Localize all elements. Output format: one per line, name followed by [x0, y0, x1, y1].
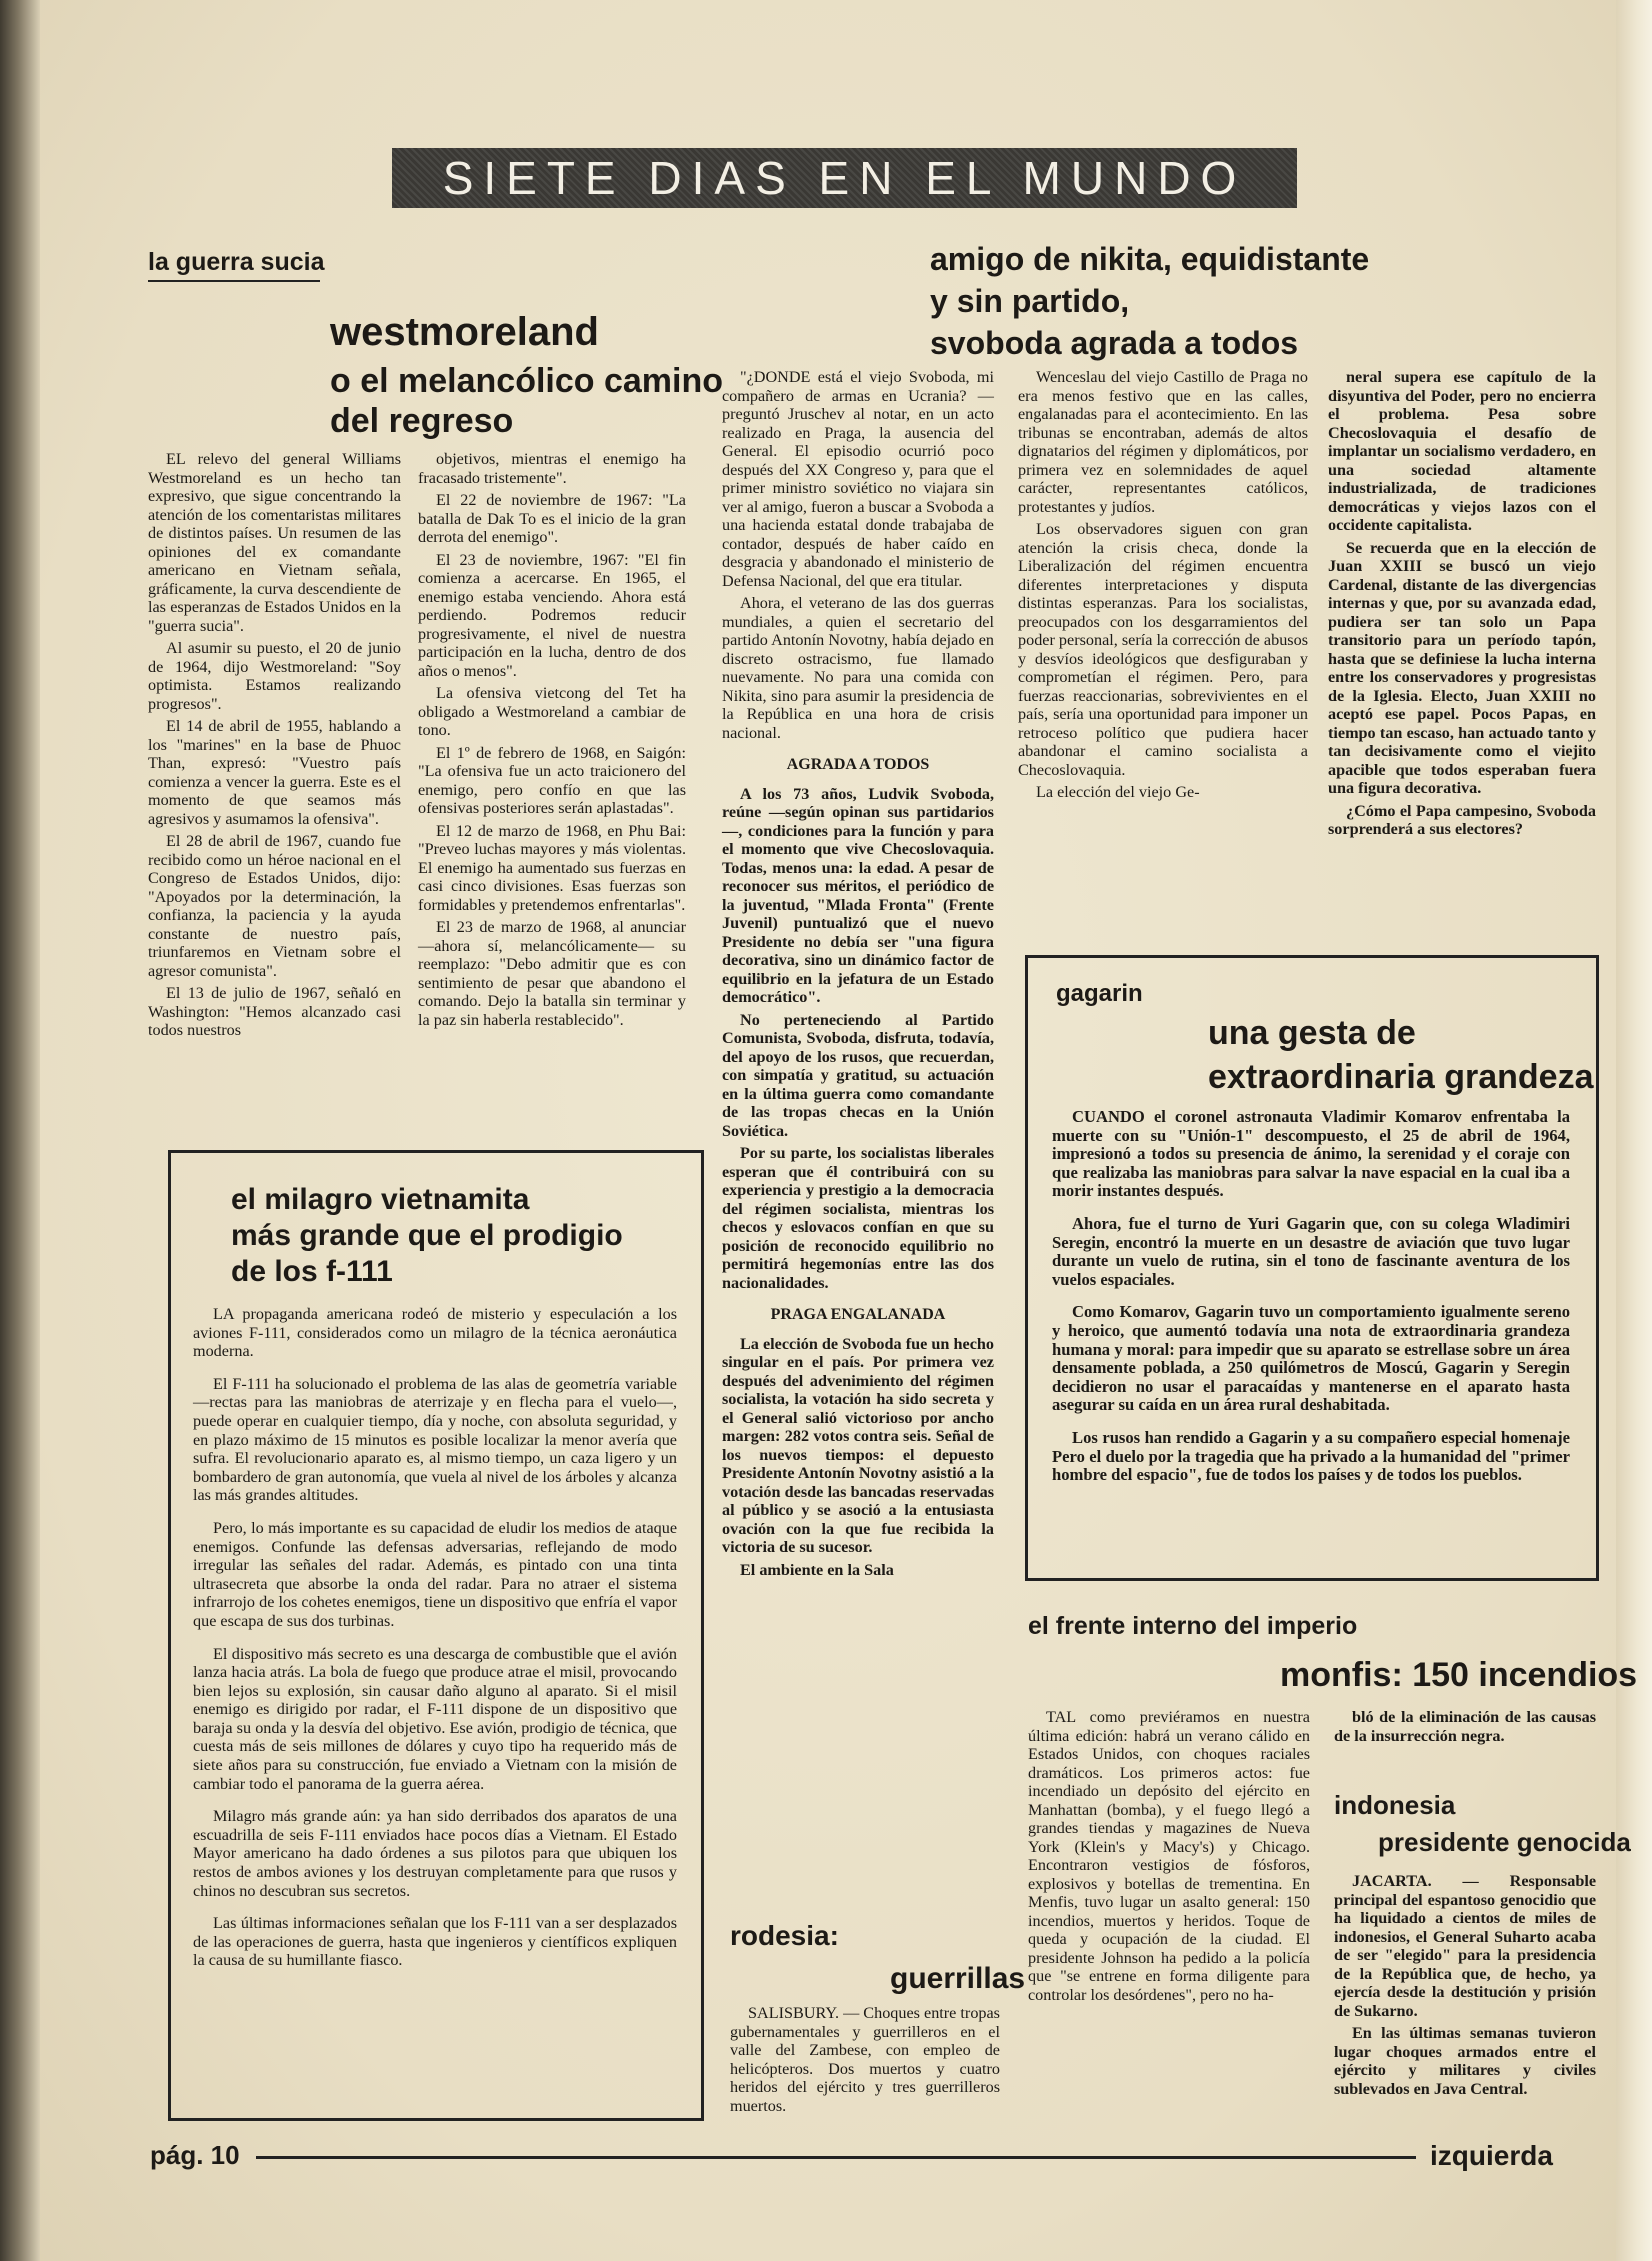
svoboda-paragraph: La elección del viejo Ge-	[1036, 783, 1200, 801]
war-title-line2: o el melancólico camino	[330, 362, 724, 400]
page-number: pág. 10	[150, 2140, 240, 2170]
svoboda-paragraph: ¿Cómo el Papa campesino, Svoboda sorprenderá a sus electores?	[1328, 801, 1596, 838]
f111-title-line3: de los f-111	[231, 1255, 393, 1288]
war-column-1	[148, 450, 401, 1044]
rodesia-title: guerrillas	[890, 1962, 1026, 1995]
f111-body	[193, 1305, 677, 1984]
page-binding-edge	[0, 0, 40, 2261]
war-title-line1: westmoreland	[330, 310, 599, 354]
svoboda-title-line3: svoboda agrada a todos	[930, 325, 1299, 361]
svoboda-subhead-2: PRAGA ENGALANADA	[770, 1306, 946, 1323]
svoboda-title-line2: y sin partido,	[930, 283, 1130, 319]
f111-paragraph: Las últimas informaciones señalan que los F-111 van a ser desplazados de las operaciones de guerra, hasta que ingenieros y científicos expliquen la causa de su humillante fiasco.	[193, 1914, 677, 1970]
gagarin-paragraph: CUANDO el coronel astronauta Vladimir Komarov enfrentaba la muerte con su "Unión-1" descompuesto, el 25 de abril de 1964, impresionó a todos su presencia de ánimo, la serenidad y el coraje con que realizaba las maniobras para salvar la nave espacial en la cual iba a morir instantes después.	[1052, 1107, 1570, 1201]
svoboda-paragraph: "¿DONDE está el viejo Svoboda, mi compañero de armas en Ucrania? —preguntó Jruschev al notar, en un acto realizado en Praga, la ausencia del General. El episodio ocurrió poco después del XX Congreso y, para que el primer ministro soviético no viajara sin ver al amigo, fueron a buscar a Svoboda a una hacienda estatal donde trabajaba de contador, después de haber caído en desgracia y abandonado el ministerio de Defensa Nacional, del que era titular.	[722, 368, 994, 590]
rodesia-kicker: rodesia:	[730, 1920, 839, 1951]
svoboda-subhead-1: AGRADA A TODOS	[786, 756, 930, 773]
f111-paragraph: El dispositivo más secreto es una descarga de combustible que el avión lanza hacia atrás. La bola de fuego que produce atrae el misil, provocando bien lejos su explosión, sin causar daño alguno al aparato. Si el misil enemigo es dirigido por radar, el F-111 dispone de un dispositivo que baraja su onda y la desvía del objetivo. Ese avión, prodigio de técnica, que cuesta más de seis millones de dólares y cuyo tipo ha requerido más de siete años para su construcción, fue enviado a Vietnam con la misión de cambiar todo el panorama de la guerra aérea.	[193, 1644, 677, 1793]
war-paragraph: El 23 de marzo de 1968, al anunciar —ahora sí, melancólicamente— su reemplazo: "Debo admitir que es con sentimiento de pesar que abandono el comando. Dejo la batalla sin terminar y la paz sin haberla restablecido".	[418, 918, 686, 1029]
empire-column-2	[1334, 1708, 1596, 1749]
war-paragraph: El 28 de abril de 1967, cuando fue recibido como un héroe nacional en el Congreso de Estados Unidos, dijo: "Apoyados por la determinación, la confianza, la paciencia y la ayuda constante de nuestro país, triunfaremos en Vietnam sobre el agresor comunista".	[148, 832, 401, 980]
indonesia-paragraph: En las últimas semanas tuvieron lugar choques armados entre el ejército y militares y civiles sublevados en Java Central.	[1334, 2024, 1596, 2098]
gagarin-body	[1052, 1108, 1570, 1499]
war-paragraph: La ofensiva vietcong del Tet ha obligado a Westmoreland a cambiar de tono.	[418, 684, 686, 739]
war-kicker: la guerra sucia	[148, 248, 325, 276]
svoboda-paragraph: Ahora, el veterano de las dos guerras mundiales, a quien el secretario del partido Antonín Novotny, había dejado en discreto ostracismo, fue llamado nuevamente. No para una comida con Nikita, sino para asumir la presidencia de la República en una hora de crisis nacional.	[722, 594, 994, 742]
svoboda-paragraph: La elección de Svoboda fue un hecho singular en el país. Por primera vez después del advenimiento del régimen socialista, la votación ha sido secreta y el General salió victorioso por ancho margen: 282 votos contra seis. Señal de los nuevos tiempos: el depuesto Presidente Antonín Novotny asistió a la votación desde las bancadas reservadas al público y se asoció a la entusiasta ovación con la que fue recibida la victoria de su sucesor.	[722, 1334, 994, 1556]
section-banner: SIETE DIAS EN EL MUNDO	[392, 148, 1297, 208]
svoboda-column-1	[722, 368, 994, 1583]
indonesia-paragraph: JACARTA. — Responsable principal del espantoso genocidio que ha liquidado a cientos de miles de indonesios, el General Suharto acaba de ser "elegido" para la presidencia de la República que, de hecho, ya ejercía desde la destitución y prisión de Sukarno.	[1334, 1872, 1596, 2020]
f111-paragraph: Milagro más grande aún: ya han sido derribados dos aparatos de una escuadrilla de seis F-111 enviados hace pocos días a Vietnam. El Estado Mayor americano ha dado órdenes a sus pilotos para que ubiquen los restos de ambos aviones y los destruyan completamente para que rusos y chinos no descubran sus secretos.	[193, 1807, 677, 1900]
war-kicker-rule	[148, 280, 320, 282]
f111-paragraph: LA propaganda americana rodeó de misterio y especulación a los aviones F-111, considerados como un milagro de la técnica aeronáutica moderna.	[193, 1305, 677, 1361]
gagarin-kicker: gagarin	[1056, 980, 1143, 1007]
gagarin-paragraph: Ahora, fue el turno de Yuri Gagarin que, con su colega Wladimiri Seregin, encontró la muerte en un desastre de aviación que tuvo lugar durante un vuelo de rutina, sin el tono de fascinante aventura de los vuelos espaciales.	[1052, 1213, 1570, 1289]
svoboda-column-3	[1328, 368, 1596, 843]
f111-paragraph: El F-111 ha solucionado el problema de las alas de geometría variable —rectas para las maniobras de aterrizaje y en flecha para el vuelo—, puede operar en cualquier tiempo, día y noche, con absoluta seguridad, y en plazo máximo de 15 minutos es posible localizar la menor avería que sufra. El revolucionario aparato es, al mismo tiempo, un caza ligero y un bombardero de gran autonomía, que vuela al nivel de los árboles y alcanza las más grandes altitudes.	[193, 1374, 677, 1505]
war-paragraph: El 14 de abril de 1955, hablando a los "marines" en la base de Phuoc Than, expresó: "Vuestro país comienza a vencer la guerra. Este es el momento de que seamos más agresivos y asumamos la ofensiva".	[148, 717, 401, 828]
svoboda-column-2	[1018, 368, 1308, 806]
publication-name: izquierda	[1430, 2140, 1553, 2171]
war-title-line3: del regreso	[330, 402, 514, 440]
svoboda-paragraph: El ambiente en la Sala	[740, 1560, 894, 1579]
svoboda-paragraph: No perteneciendo al Partido Comunista, Svoboda, disfruta, todavía, del apoyo de los rusos, que recuerdan, con simpatía y gratitud, su actuación en la última guerra como comandante de las tropas checas en la Unión Soviética.	[722, 1010, 994, 1140]
war-paragraph: El 13 de julio de 1967, señaló en Washington: "Hemos alcanzado casi todos nuestros	[148, 984, 401, 1039]
gagarin-title-line2: extraordinaria grandeza	[1208, 1058, 1594, 1096]
empire-paragraph: bló de la eliminación de las causas de la insurrección negra.	[1334, 1708, 1596, 1745]
gagarin-title-line1: una gesta de	[1208, 1014, 1416, 1052]
gagarin-box	[1025, 955, 1599, 1581]
indonesia-kicker: indonesia	[1334, 1790, 1456, 1820]
svoboda-paragraph: Se recuerda que en la elección de Juan XXIII se buscó un viejo Cardenal, distante de las divergencias internas y que, por su avanzada edad, pudiera ser tan solo un Papa transitorio para un período tapón, hasta que se definiese la lucha interna entre los conservadores y progresistas de la Iglesia. Electo, Juan XXIII no aceptó ese papel. Pocos Papas, en tiempo tan escaso, han actuado tanto y tan decisivamente como el viejito apacible que todos esperaban fuera una figura decorativa.	[1328, 538, 1596, 797]
war-paragraph: El 22 de noviembre de 1967: "La batalla de Dak To es el inicio de la gran derrota del enemigo".	[418, 491, 686, 546]
empire-paragraph: TAL como previéramos en nuestra última edición: habrá un verano cálido en Estados Unidos, con choques raciales dramáticos. Los primeros actos: fue incendiado un depósito del ejército en Manhattan (bomba), y el fuego llegó a grandes tiendas y magazines de Nueva York (Klein's y Macy's) y Chicago. Encontraron vestigios de fósforos, explosivos y botellas de trementina. En Menfis, tuvo lugar un asalto general: 150 incendios, muertos y heridos. Toque de queda y ocupación de la ciudad. El presidente Johnson ha pedido a la policía que "se entrene en forma diligente para controlar los desórdenes", pero no ha-	[1028, 1708, 1310, 2004]
f111-title-line1: el milagro vietnamita	[231, 1183, 530, 1216]
svoboda-paragraph: Por su parte, los socialistas liberales esperan que él contribuirá con su experiencia y prestigio a la democracia del régimen socialista, mientras los checos y eslovacos confían en que su posición de reconocido equilibrio no permitirá hegemonías entre las dos nacionalidades.	[722, 1144, 994, 1292]
indonesia-title: presidente genocida	[1378, 1827, 1631, 1857]
war-paragraph: EL relevo del general Williams Westmoreland es un hecho tan expresivo, que sigue concentrando la atención de los comentaristas militares de distintos países. Un resumen de las opiniones del ex comandante americano en Vietnam señala, gráficamente, la curva descendiente de las esperanzas de Estados Unidos en la "guerra sucia".	[148, 450, 401, 635]
f111-paragraph: Pero, lo más importante es su capacidad de eludir los medios de ataque enemigos. Confunde las defensas adversarias, reflejando de modo irregular las señales del radar. Además, es pintado con una tinta ultrasecreta que absorbe la onda del radar. Para no atraer el sistema infrarrojo de los cohetes enemigos, tiene un dispositivo que enfría el vapor que escapa de sus dos turbinas.	[193, 1518, 677, 1630]
war-paragraph: El 23 de noviembre, 1967: "El fin comienza a acercarse. En 1965, el enemigo estaba venciendo. Ahora está perdiendo. Podremos reducir progresivamente, el nivel de nuestra participación en la lucha, dentro de dos años o menos".	[418, 550, 686, 680]
svoboda-paragraph: Los observadores siguen con gran atención la crisis checa, donde la Liberalización del régimen encuentra diferentes interpretaciones y disputa distintas esperanzas. Para los socialistas, preocupados con los desgarramientos del poder personal, sería la corrección de abusos y desvíos ideológicos que desfiguraban y comprometían el régimen. Pero, para fuerzas reaccionarias, sobrevivientes en el país, sería una oportunidad para imponer un retroceso político que pudiera hacer abandonar el camino socialista a Checoslovaquia.	[1018, 520, 1308, 779]
svoboda-paragraph: neral supera ese capítulo de la disyuntiva del Poder, pero no encierra el problema. Pesa sobre Checoslovaquia el desafío de implantar un socialismo verdadero, en una sociedad altamente industrializada, de tradiciones democráticas y viejos lazos con el occidente capitalista.	[1328, 368, 1596, 534]
war-paragraph: El 12 de marzo de 1968, en Phu Bai: "Preveo luchas mayores y más violentas. El enemigo ha aumentado sus fuerzas en casi cinco divisiones. Esas fuerzas son formidables y pretendemos enfrentarlas".	[418, 821, 686, 914]
svoboda-paragraph: A los 73 años, Ludvik Svoboda, reúne —según opinan sus partidarios—, condiciones para la función y para el momento que vive Checoslovaquia. Todas, menos una: la edad. A pesar de reconocer sus méritos, el periódico de la juventud, "Mlada Fronta" (Frente Juvenil) puntualizó que el nuevo Presidente no debía ser "una figura decorativa, sino un dinámico factor de equilibrio en la jefatura de un Estado democrático".	[722, 784, 994, 1006]
empire-kicker: el frente interno del imperio	[1028, 1612, 1358, 1640]
empire-column-1	[1028, 1708, 1310, 2008]
war-paragraph: El 1º de febrero de 1968, en Saigón: "La ofensiva fue un acto traicionero del enemigo, pero confío en que las ofensivas posteriores serán aplastadas".	[418, 743, 686, 817]
f111-box	[168, 1150, 704, 2121]
svoboda-title-line1: amigo de nikita, equidistante	[930, 241, 1370, 277]
rodesia-body	[730, 2004, 1000, 2119]
f111-title-line2: más grande que el prodigio	[231, 1219, 623, 1252]
war-paragraph: Al asumir su puesto, el 20 de junio de 1964, dijo Westmoreland: "Soy optimista. Estamos realizando progresos".	[148, 639, 401, 713]
page-right-edge	[1616, 0, 1652, 2261]
gagarin-paragraph: Como Komarov, Gagarin tuvo un comportamiento igualmente sereno y heroico, que aumentó todavía una nota de extraordinaria grandeza humana y moral: para impedir que su aparato se estrellase sobre un área densamente poblada, a 250 quilómetros de Moscú, Gagarin y Seregin decidieron no usar el paracaídas y mantenerse en el aparato hasta asegurar su caída en un área rural deshabitada.	[1052, 1302, 1570, 1415]
gagarin-paragraph: Los rusos han rendido a Gagarin y a su compañero especial homenaje Pero el duelo por la tragedia que ha privado a la humanidad del "primer hombre del espacio", fue de todos los países y de todos los pueblos.	[1052, 1427, 1570, 1485]
war-column-2	[418, 450, 686, 1033]
svoboda-paragraph: Wenceslau del viejo Castillo de Praga no era menos festivo que en las calles, engalanadas para el acontecimiento. En las tribunas se encontraban, además de altos dignatarios del régimen y diplomáticos, por primera vez en solemnidades de aquel carácter, representantes católicos, protestantes y judíos.	[1018, 368, 1308, 516]
empire-title: monfis: 150 incendios	[1280, 1656, 1638, 1694]
rodesia-paragraph: SALISBURY. — Choques entre tropas gubernamentales y guerrilleros en el valle del Zambese, con empleo de helicópteros. Dos muertos y cuatro heridos del ejército y tres guerrilleros muertos.	[730, 2004, 1000, 2115]
footer-rule	[256, 2156, 1416, 2159]
indonesia-body	[1334, 1872, 1596, 2102]
war-paragraph: objetivos, mientras el enemigo ha fracasado tristemente".	[418, 450, 686, 487]
